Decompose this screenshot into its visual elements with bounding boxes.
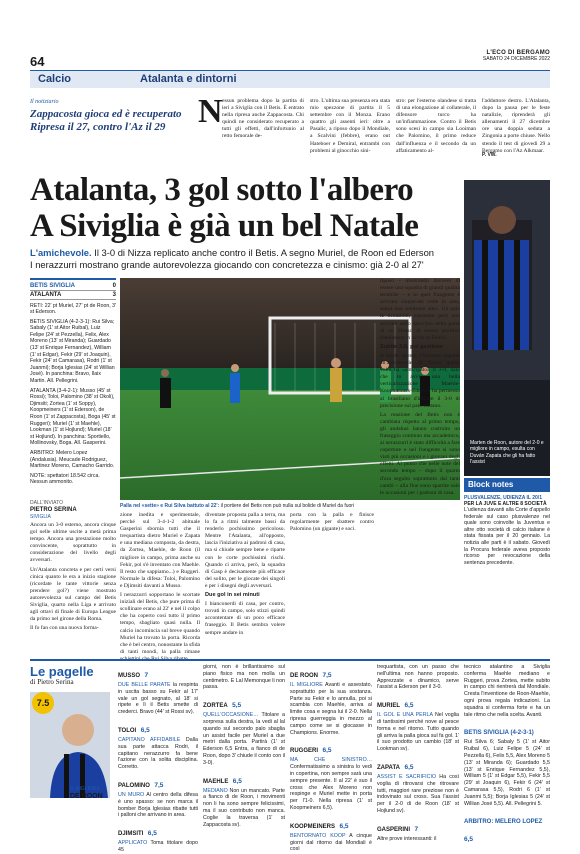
- rating-entry: [203, 694, 285, 766]
- atalanta-lineup: ATALANTA (3-4-2-1): Musso (45' st Rossi); Toloi, Palomino (38' st Okoli), Djimsiti; Zortea (1' st Soppy), Koopmeiners (1' st Ederson), de Roon (1' st Zappacosta), Boga (45' st Ruggeri); Muriel (1' st Maehle), Lookman (1' st Hojlund); Muriel (18' st Hojlund). In panchina: Sportiello, Mollinovsky, Boga. All. Gasperini.: [30, 387, 116, 447]
- rating-keyword: QUELL'OCCASIONE…: [203, 712, 259, 719]
- rating-text: Ha così voglia di ritrovarsi che ritrovare tutti, maggiori rare preziose non è indovinato sul cross. Sua l'assist per il 2-0 di de Roon (18' st Hojlund sv).: [377, 773, 459, 814]
- page-number: 64: [30, 54, 45, 69]
- top-story-col-4: l'adduttore destro. L'Atalanta, dopo la pausa per le feste natalizie, riprenderà gli allenamenti il 27 dicembre ore una doppia seduta a Zingonia a porte chiuse. Nello stendo il test di giovedì 29 a Bergamo con l'Az Alkmaar.: [482, 98, 550, 154]
- ratings-col-5: [464, 664, 550, 844]
- away-team: ATALANTA: [30, 291, 62, 298]
- rating-player-name: DJIMSITI: [118, 831, 144, 838]
- rating-keyword: BENTORNATO KOOP: [290, 832, 346, 839]
- block-notes-kicker: PLUSVALENZE, UDIENZA IL 20/1: [464, 495, 542, 501]
- article-col-5: riposo – mostrando davvero di essere una squadra di grandi qualità tecniche – e in quel frangente è arrivato cinque-sei volte in area, senza mai sembrare altro. Un paio le occasioni, entrambe però non arrivate nello specchio della porta di un Musso di nuovo positivo (benissimo in avvio su Fekir). Subito 3-0, poi gestione A inizio ripresa l'Atalanta rispetto all'amichevole di Nizza quella volta ha «anticipato» il 3-0, dato che in avvio una bella verticalizzazione Maehle-Koopmeiners-Ederson ha permesso al brasiliano d'infilare il 3-0 di precisione sul palo lontano. La reazione del Betis non è cambiata rispetto al primo tempo, gli andalusi hanno costruito un fraseggio continuo ma accademico, ai nerazzurri è stato difficoltà a fare coperture e nel frangente si sono visti più occasioni e i giovani degli effetti. Al punto che nelle note del secondo tempo – dopo il quarto d'ora seguito soprattutto dai tanti cambi – alla fine sono spartite solo le occasioni per i padroni di casa.: [380, 278, 460, 496]
- rating-text: Altre prove interessanti: il: [377, 835, 437, 842]
- rating-text: Avanti e assestato, soprattutto per la sua sostanza. Parte su Fekir e lo annulla, poi si scambia con Maehle, arriva al limite cosa e segna lui il 2-0. Nella ripresa guerreggia in mezzo al campo come se si giocasse in Champions. Enorme.: [290, 682, 372, 736]
- goals-summary: RETI: 22' pt Muriel, 27' pt de Roon, 3' st Ederson.: [30, 302, 117, 316]
- best-player-name: DE ROON: [70, 793, 103, 800]
- scorebox: [30, 278, 116, 486]
- rating-keyword: CAPITANO AFFIDABILE: [118, 736, 181, 743]
- publication-date: SABATO 24 DICEMBRE 2022: [482, 56, 550, 62]
- rating-score: 7: [414, 825, 419, 833]
- rating-entry: [203, 770, 285, 829]
- rating-text: A cinque giorni dal ritorno dai Mondiali è così: [290, 832, 372, 853]
- block-notes-text: L'udienza davanti alla Corte d'appello federale sul caso plusvalenze nel quale sono coinvolte la Juventus e altre otto società di calcio italiane è stata fissata per il 20 gennaio. La notizia alle parti è il sabato. Giovedì la Procura federale aveva proposto ricorso per revocazione della sentenza precedente.: [464, 507, 550, 566]
- rating-entry: [118, 822, 198, 854]
- article-col-2: zione inedita e sperimentale, perché sul 3-4-1-2 abituale Gasperini sbornia tutti che il trequartista dietro Muriel e Zapata e una mediana composta, da destra, da Zortea, Maehle, de Roon (il migliore in campo, prima anche su Fekir, poi s'è inventato con Maehle. Il resto che sappiamo...) e Ruggeri. Normale la difesa: Toloi, Palomino e Djimsiti davanti a Musso. I nerazzurri sopportano le scortate iniziali del Betis, che pure prima di scollinare erano al 22' e nel il colpo che ha coperto così tutto il primo tempo, sbagliato quasi nulla. Il calcio incomincia sul breve quando Muriel ha trovato la porta. Ricorda che è bel centro, nonostante la sfida di tanti mondi, la palla rimane: [120, 512, 200, 655]
- rating-keyword: MA CHE SINISTRO…: [290, 757, 372, 764]
- section-bar: [30, 70, 550, 88]
- ratings-byline: di Pietro Serina: [30, 678, 74, 686]
- block-notes-box: [464, 495, 550, 655]
- referee-info: ARBITRO: Melero Lopez (Andalusia). Meucade Rodriguez, Martinez Moreno, Camacho Garrido.: [30, 449, 115, 470]
- rating-player-name: PALOMINO: [118, 782, 150, 789]
- rating-text: Titolare a sorpresa sulla destra, la vedi al lal quando sul secondo palo sbaglia un assist facile per Muriel a due metri dalla porta. Partirà (1' st Ederson 6,5 Entra, a fianco di de Roon, dopo 3' chiude il conto con il 3-0).: [203, 712, 285, 766]
- rating-entry: [464, 721, 550, 807]
- best-player-label: IL MIGLIORE: [70, 786, 100, 792]
- caption-text: il portiere del Betis non può nulla sul bolide di Muriel da fuori: [219, 503, 355, 509]
- rating-player-name: ZAPATA: [377, 764, 400, 771]
- rating-score: 6,5: [464, 836, 474, 844]
- article-col-3: diventate proposta palla a terra, ma lo fa a ritmi talmente bassi da renderlo pochissimo pericoloso. Mentre l'Atalanta, all'opposto, lascia l'iniziativa ai padroni di casa, ma si chiude sempre bene e riparte con le corte pochissimi rischi. Quando ci arriva, però, la squadra di Gasp è decisamente più efficace del solito, per le giocate dei singoli e per i disegni degli avversari. Due gol in sei minuti I bianconerdi di casa, per contro, trovati in campo, solo stizzi quindi accontentare di un poco efficace fraseggio. Il Betis sembra volere sempre andare in: [205, 512, 285, 636]
- rating-text: Nel voglia di tantissimi perché nove al pesce forma e nel ritorno. Tutto quando gli arriva la palla gioca sul fa gol. 1' il suo prodotto un cambio (18' st Lookman sv).: [377, 712, 459, 753]
- rating-player-name: ARBITRO: MELERO LOPEZ: [464, 819, 543, 826]
- top-story-kicker: Il notiziario: [30, 99, 59, 105]
- caption-lead: Palla nel «sette» e Rui Silva battuto al 22':: [120, 503, 220, 509]
- section-title: Calcio: [38, 73, 72, 85]
- rating-text: Non un mancato. Parte a fianco di de Roon, i movimenti non li ha sono sempre felicissimi, ma il suo contributo non manca. Coglie la traversa (1' st Zappacosta sv).: [203, 787, 285, 828]
- publication-name: L'ECO DI BERGAMO: [486, 50, 550, 56]
- rating-entry: [118, 664, 198, 716]
- rating-score: 6,5: [322, 747, 332, 755]
- section-subtitle: Atalanta e dintorni: [140, 73, 237, 85]
- top-story-signature: P. VW.: [482, 152, 497, 158]
- rating-score: 6,5: [339, 822, 349, 830]
- byline-name: PIETRO SERINA: [30, 507, 77, 513]
- rating-score: 7,5: [154, 781, 164, 789]
- rating-entry: [203, 664, 285, 691]
- byline-location: SIVIGLIA: [30, 514, 51, 520]
- rating-player-name: MURIEL: [377, 703, 400, 710]
- rating-entry: [377, 818, 459, 843]
- ratings-col-4: [377, 664, 459, 844]
- rating-entry: [464, 810, 550, 846]
- top-story-col-2: stro. L'ultima sua presenza era stata mio spezzone di partita il 5 settembre con il Monza. Erano quattro gli assenti ieri: oltre a Pasalic, a riposo dopo il Mondiale, a Scalvini (febbre), erano out Hateboer e Demiral, entrambi con problemi al ginocchio sini-: [310, 98, 390, 154]
- rating-text: trequartista, con un passo che nell'ultima non hanno proposto. Apprezzate e dinamico, serve l'assist a Ederson per il 3-0.: [377, 664, 459, 691]
- rating-entry: [464, 664, 550, 718]
- main-headline: [30, 172, 460, 244]
- rating-player-name: MAEHLE: [203, 778, 229, 785]
- rating-entry: [377, 694, 459, 753]
- rating-entry: [118, 774, 198, 819]
- article-subheading-2: Subito 3-0, poi gestione: [380, 343, 444, 350]
- ratings-divider: [30, 659, 550, 661]
- rating-entry: [377, 664, 459, 691]
- block-notes-subkicker: PER LA JUVE E ALTRE 8 SOCIETÀ: [464, 501, 547, 507]
- rating-player-name: KOOPMEINERS: [290, 823, 336, 830]
- rating-player-name: RUGGERI: [290, 748, 319, 755]
- rating-score: 6,5: [147, 830, 157, 838]
- headline-line-1: Atalanta, 3 gol sotto l'albero: [30, 172, 414, 208]
- subheadline: [30, 247, 460, 271]
- rating-score: 5,5: [232, 702, 242, 710]
- rating-text: Al centro della difesa è uno spasso: se non marca il bomber Borja Iglesias ribatte tutti i palloni che arrivano in area.: [118, 791, 198, 819]
- block-notes-header: Block notes: [464, 478, 550, 492]
- rating-keyword: APPLICATO: [118, 840, 148, 847]
- rating-text: Toma titolare dopo 45: [118, 840, 198, 853]
- rating-score: 6,5: [140, 726, 150, 734]
- match-notes: NOTE: spettatori 18.542 circa. Nessun ammonito.: [30, 472, 100, 486]
- rating-keyword: DUE BELLE PARATE: [118, 682, 171, 688]
- rating-text: giorni, non è brillantissimo sul piano fisico ma non molla un centimetro. E Lal Memonque li non passa.: [203, 664, 285, 691]
- top-story-col-3: stro: per l'esterno olandese si tratta di una elongazione al collaterale, il difensore turco ha un'infiammazione. Contro il Betis sono scesi in campo sia Looiman che Palomino, il primo reduce dall'influenza e il secondo da un affaticamento al-: [396, 98, 476, 154]
- away-score: 3: [112, 291, 116, 298]
- rating-keyword: IL MIGLIORE: [290, 682, 323, 688]
- betis-lineup: BETIS SIVIGLIA (4-2-3-1): Rui Silva; Sabaly (1' st Aitor Ruibal), Luiz Felipe (24' st Pezzella), Felix, Alex Moreno (13' st Miranda); Guardado (13' st Enrique Fernandez), William (1' st Edgar), Fekir (29' st Joaquin), Fekir (24' st Camarasa), Rodri (1' st Juanmi); Borja Iglesias (24' st Willian José). In panchina: Bravo, Ilaix Martin. All. Pellegrini.: [30, 318, 115, 385]
- ratings-title: Le pagelle: [30, 664, 94, 679]
- rating-player-name: GASPERINI: [377, 826, 411, 833]
- subhead-text-2: I nerazzurri mostrano grande autorevolezza giocando con concretezza e cinismo: già 2-0 al 27': [30, 259, 424, 270]
- drop-cap: N: [198, 93, 223, 130]
- rating-score: 6,5: [404, 702, 414, 710]
- rating-entry: [290, 664, 372, 736]
- rating-entry: [290, 739, 372, 811]
- home-team: BETIS SIVIGLIA: [30, 282, 76, 289]
- top-story-col-1: essun problema dopo la partita di ieri a Siviglia con il Betis. È entrato nella ripresa anche Zappacosta. Chi quindi ne considerato recuperato a tutti gli effetti, dall'infortunio al retto femorale de-: [222, 98, 304, 140]
- top-story-title: Zappacosta gioca ed è recuperato Ripresa il 27, contro l'Az il 29: [30, 108, 182, 133]
- rating-entry: [377, 756, 459, 815]
- byline-label: DALL'INVIATO: [30, 500, 64, 506]
- subhead-text-1: Il 3-0 di Nizza replicato anche contro il Betis. A segno Muriel, de Roon ed Ederson: [91, 247, 435, 258]
- rating-keyword: IL GOL E UNA PERLA: [377, 712, 433, 719]
- subhead-lead: L'amichevole.: [30, 247, 92, 258]
- article-subheading-1: Due gol in sei minuti: [205, 592, 260, 599]
- rating-player-name: DE ROON: [290, 673, 319, 679]
- rating-keyword: MEDIANO: [203, 787, 228, 794]
- masthead: [483, 50, 550, 62]
- rating-text: tecnico atalantino a Siviglia conferma Maehle mediano e Ruggeri, prova Zortea, mette subito in campo chi rientrerà dal Mondiale. Cresta l'inventione de Roon-Maehle, ogni prova regala indicazioni. La squadra si conferma forte e ha un tale ritmo che nella scelta. Avanti.: [464, 664, 550, 718]
- rating-text: Confermatissimo a sinistra lo vedi in copertina, non sempre sarà una sempre presente. Il al 22' è suo il cross che Alex Moreno non respinge e Muriel mette in porta per l'1-0. Nella ripresa (1' st Koopmeiners 6,5).: [290, 764, 372, 811]
- home-score: 0: [112, 282, 116, 289]
- rating-player-name: BETIS SIVIGLIA (4-2-3-1): [464, 730, 534, 737]
- rating-player-name: TOLOI: [118, 727, 137, 734]
- rating-score: 7,5: [322, 672, 332, 679]
- side-photo-caption: Marten de Roon, autore del 2-0 e migliore in campo, esulta con Duván Zapata che gli ha fatto l'assist: [470, 440, 544, 465]
- rating-entry: [118, 719, 198, 771]
- rating-keyword: ASSIST E SACRIFICIO: [377, 773, 437, 780]
- ratings-col-3: [290, 664, 372, 853]
- rating-text: la respinta in uscita basso su Fekir al 17' vale un gol segnato, al 18' si ripete e lì il Betis smette di crederci. Bravo (44' st Rossi sv).: [118, 682, 198, 716]
- rating-score: 6,5: [404, 763, 414, 771]
- rating-score: 7: [144, 672, 149, 679]
- rating-player-name: ZORTEA: [203, 703, 228, 710]
- rating-text: Rui Silva 6; Sabaly 5 (1' st Aitor Ruibal 6), Luiz Felipe 5 (24' st Pezzella 6), Felix 5,5, Alex Moreno 5 (13' st Miranda 6); Guardado 5,5 (13' st Enrique Fernandez 5,5), William 5 (1' st Edgar 5,5), Fekir 5,5 (29' st Joaquin 6), Fekir 6 (24' st Camarasa 5,5), Rodri 6 (1' st Juanmi 5,5); Borja Iglesias 5 (24' st Willian José 5,5). All. Pellegrini 5.: [464, 739, 550, 807]
- celebration-photo-illustration: [464, 180, 550, 476]
- rating-keyword: UN MURO: [118, 791, 145, 798]
- rating-score: 6,5: [232, 777, 242, 785]
- article-col-4: porta con la palla e finisce regolarmente per sbattere contro Palomino (un gigante) e soci.: [290, 512, 374, 533]
- article-col-1: Ancora un 3-0 esterno, ancora cinque gol nelle ultime uscite a metà prima tempo. Ancora una prestazione molto convincente, soprattutto in considerazione del livello degli avversari. Un'Atalanta concreta e per certi versi cinica quanto le era a inizio stagione (ricordate le tante vittorie senza prendere gol?) viene mostrato autorevolezza sul campo del Betis Siviglia, quarto nella Liga e arrivato agli ottavi di finale di Europa League da primo nel girone della Roma. Il fo fan con una nuova forma-: [30, 522, 116, 632]
- ratings-col-2: [203, 664, 285, 844]
- best-player-score-badge: 7.5: [32, 692, 54, 714]
- rating-text: Dalla sua parte attacca Rodri, il capitano nerazzurro fa bene l'azione con la solita disciplina. Corretto.: [118, 736, 199, 771]
- headline-line-2: A Siviglia è già un bel Natale: [30, 208, 419, 244]
- ratings-col-1: [118, 664, 199, 853]
- rating-entry: [290, 815, 372, 853]
- side-photo: [464, 180, 550, 476]
- rating-player-name: MUSSO: [118, 673, 141, 679]
